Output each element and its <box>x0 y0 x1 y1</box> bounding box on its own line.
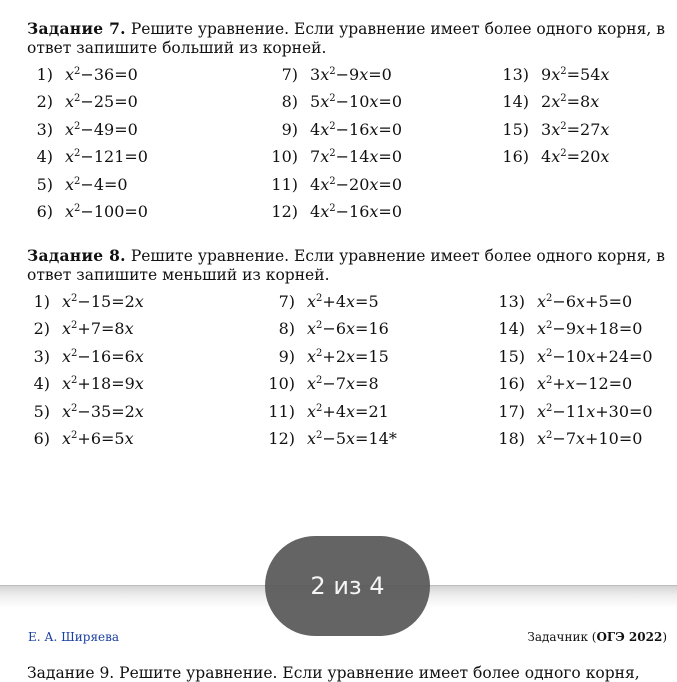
task-7-equation-item <box>270 120 402 139</box>
equation-expression: $3x^2-9x=0$ <box>310 65 392 84</box>
task-7-row <box>27 65 667 92</box>
task-8 <box>27 246 672 456</box>
task-8-equation-item <box>497 402 653 421</box>
equation-expression: $x^2-9x+18=0$ <box>537 319 643 339</box>
task-8-row <box>27 292 667 319</box>
equation-number: 13) <box>498 292 525 311</box>
equation-expression: $x^2-11x+30=0$ <box>537 401 653 421</box>
footer-book-suffix: ) <box>662 630 667 644</box>
equation-expression: $x^2+x-12=0$ <box>537 374 633 394</box>
task-7-equation-item <box>27 120 138 139</box>
task-8-heading <box>27 246 672 285</box>
equation-expression: $x^2-4=0$ <box>65 174 128 194</box>
task-8-equation-item <box>27 374 144 393</box>
equation-expression: $5x^2-10x=0$ <box>310 92 402 112</box>
task-8-equation-item <box>27 292 144 311</box>
task-7-row <box>27 92 667 119</box>
task-7-equation-item <box>270 147 402 166</box>
task-7-label: Задание 7. <box>27 19 126 38</box>
next-task-preview: Задание 9. Решите уравнение. Если уравнение имеет более одного корня, <box>27 664 640 682</box>
equation-expression: $x^2+6=5x$ <box>62 429 134 448</box>
equation-expression: $9x^2=54x$ <box>541 65 610 84</box>
equation-expression: $x^2-7x+10=0$ <box>537 429 643 448</box>
equation-number: 13) <box>502 65 529 84</box>
equation-number: 11) <box>268 401 295 421</box>
equation-number: 8) <box>278 319 295 339</box>
equation-number: 7) <box>278 292 295 311</box>
equation-number: 16) <box>502 147 529 167</box>
equation-expression: $3x^2=27x$ <box>541 119 610 139</box>
task-7-equation-item <box>501 120 609 139</box>
equation-number: 1) <box>36 65 53 84</box>
equation-number: 9) <box>281 119 298 139</box>
task-8-equation-item <box>497 347 653 366</box>
task-8-equation-item <box>267 319 389 338</box>
task-8-equation-item <box>267 292 379 311</box>
task-8-equation-item <box>497 429 642 448</box>
equation-number: 8) <box>281 92 298 112</box>
equation-expression: $4x^2-16x=0$ <box>310 202 402 221</box>
task-7-equation-item <box>501 92 599 111</box>
equation-expression: $x^2-16=6x$ <box>62 346 144 366</box>
equation-expression: $x^2-6x=16$ <box>307 319 389 339</box>
footer-book-prefix: Задачник ( <box>527 630 597 644</box>
equation-number: 1) <box>33 292 50 311</box>
task-8-equation-item <box>267 347 389 366</box>
task-8-equation-item <box>267 374 379 393</box>
equation-expression: $x^2-121=0$ <box>65 147 148 167</box>
equation-expression: $x^2-49=0$ <box>65 119 138 139</box>
footer-book-bold: ОГЭ 2022 <box>596 630 663 644</box>
equation-expression: $x^2-25=0$ <box>65 92 138 112</box>
equation-number: 4) <box>33 374 50 394</box>
equation-number: 16) <box>498 374 525 394</box>
equation-expression: $7x^2-14x=0$ <box>310 147 402 167</box>
task-7-row <box>27 120 667 147</box>
equation-number: 12) <box>271 202 298 221</box>
footer-author: Е. А. Ширяева <box>28 630 120 644</box>
task-7 <box>27 19 672 229</box>
equation-number: 14) <box>498 319 525 339</box>
equation-number: 4) <box>36 147 53 167</box>
task-7-equation-item <box>27 202 148 221</box>
task-8-row <box>27 374 667 401</box>
task-7-equation-item <box>501 65 609 84</box>
equation-expression: $4x^2-20x=0$ <box>310 174 402 194</box>
equation-expression: $x^2+2x=15$ <box>307 346 389 366</box>
equation-number: 6) <box>33 429 50 448</box>
task-7-row <box>27 147 667 174</box>
task-7-heading <box>27 19 672 58</box>
equation-number: 10) <box>268 374 295 394</box>
equation-number: 15) <box>498 346 525 366</box>
task-7-equation-item <box>27 147 148 166</box>
task-7-row <box>27 175 667 202</box>
equation-number: 14) <box>502 92 529 112</box>
equation-number: 2) <box>36 92 53 112</box>
footer-book-title <box>527 630 667 644</box>
equation-number: 6) <box>36 202 53 221</box>
equation-expression: $x^2-36=0$ <box>65 65 138 84</box>
equation-expression: $x^2-15=2x$ <box>62 292 144 311</box>
task-8-equations <box>27 292 672 456</box>
task-7-row <box>27 202 667 229</box>
equation-expression: $4x^2=20x$ <box>541 147 610 167</box>
equation-number: 11) <box>271 174 298 194</box>
task-8-equation-item <box>27 319 134 338</box>
task-8-row <box>27 319 667 346</box>
task-8-equation-item <box>497 292 632 311</box>
task-7-equation-item <box>270 65 392 84</box>
task-7-equation-item <box>501 147 609 166</box>
equation-number: 3) <box>36 119 53 139</box>
task-7-equation-item <box>27 175 128 194</box>
task-8-equation-item <box>267 429 397 448</box>
equation-number: 7) <box>281 65 298 84</box>
equation-number: 9) <box>278 346 295 366</box>
equation-number: 10) <box>271 147 298 167</box>
page-indicator[interactable]: 2 из 4 <box>265 536 430 636</box>
task-7-equation-item <box>270 92 402 111</box>
equation-expression: $x^2-35=2x$ <box>62 401 144 421</box>
equation-expression: $x^2+4x=5$ <box>307 292 379 311</box>
task-8-equation-item <box>27 429 134 448</box>
task-8-row <box>27 429 667 456</box>
equation-number: 12) <box>268 429 295 448</box>
task-8-row <box>27 347 667 374</box>
task-7-equation-item <box>27 92 138 111</box>
equation-expression: $x^2+18=9x$ <box>62 374 144 394</box>
equation-number: 2) <box>33 319 50 339</box>
equation-expression: $x^2-7x=8$ <box>307 374 379 394</box>
equation-expression: $x^2-6x+5=0$ <box>537 292 633 311</box>
equation-expression: $x^2-5x=14*$ <box>307 429 397 448</box>
equation-expression: $2x^2=8x$ <box>541 92 600 112</box>
equation-number: 17) <box>498 401 525 421</box>
equation-number: 18) <box>498 429 525 448</box>
task-7-equation-item <box>27 65 138 84</box>
task-8-row <box>27 402 667 429</box>
equation-expression: $x^2+7=8x$ <box>62 319 134 339</box>
equation-number: 3) <box>33 346 50 366</box>
task-8-equation-item <box>267 402 389 421</box>
task-7-equation-item <box>270 175 402 194</box>
equation-number: 15) <box>502 119 529 139</box>
task-8-text: Решите уравнение. Если уравнение имеет более одного корня, в ответ запишите меньший из корней. <box>27 247 665 284</box>
task-7-equations <box>27 65 672 229</box>
task-8-label: Задание 8. <box>27 246 126 265</box>
task-8-equation-item <box>27 402 144 421</box>
equation-expression: $x^2-10x+24=0$ <box>537 346 653 366</box>
task-7-text: Решите уравнение. Если уравнение имеет более одного корня, в ответ запишите больший из корней. <box>27 20 665 57</box>
equation-expression: $4x^2-16x=0$ <box>310 119 402 139</box>
task-8-equation-item <box>497 319 642 338</box>
task-8-equation-item <box>497 374 632 393</box>
equation-expression: $x^2-100=0$ <box>65 202 148 221</box>
equation-number: 5) <box>36 174 53 194</box>
equation-expression: $x^2+4x=21$ <box>307 401 389 421</box>
task-7-equation-item <box>270 202 402 221</box>
task-8-equation-item <box>27 347 144 366</box>
equation-number: 5) <box>33 401 50 421</box>
